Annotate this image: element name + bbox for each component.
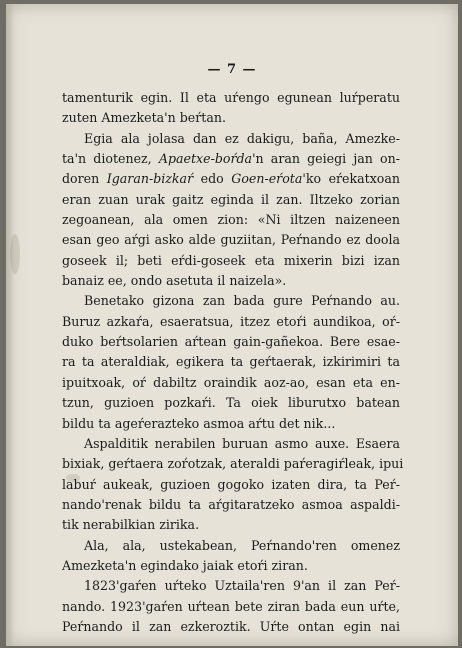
text-segment: Buruz azkaŕa, esaeratsua, itzez etoŕi aundikoa, oŕ- (62, 313, 400, 329)
text-segment: 'ko eŕekatxoan (302, 171, 400, 187)
text-line (62, 352, 400, 372)
text-line (62, 210, 400, 230)
text-segment: goseek il; beti eŕdi-goseek eta mixerin bizi izan (62, 252, 400, 268)
text-line (62, 190, 400, 210)
text-line (62, 515, 400, 535)
text-segment: esan geo aŕgi asko alde guziitan, Peŕnando ez doola (62, 232, 400, 248)
text-line (62, 556, 400, 576)
text-line (62, 332, 400, 352)
text-segment: zuten Amezketa'n beŕtan. (62, 110, 226, 126)
text-segment: edo (193, 171, 232, 187)
book-page (6, 4, 458, 646)
text-line (62, 536, 400, 556)
text-segment: nando. 1923'gaŕen uŕtean bete ziran bada eun uŕte, (62, 598, 400, 614)
text-segment: Peŕnando il zan ezkeroztik. Uŕte ontan egin nai (62, 618, 400, 634)
text-segment: doren (62, 171, 107, 187)
text-segment: nando'renak bildu ta aŕgitaratzeko asmoa aspaldi- (62, 496, 400, 512)
text-line (62, 495, 400, 515)
text-segment: Amezketa'n egindako jaiak etoŕi ziran. (62, 557, 308, 573)
text-segment: eran zuan urak gaitz eginda il zan. Iltzeko zorian (62, 191, 400, 207)
paper-stain (10, 234, 20, 274)
text-line (62, 169, 400, 189)
text-line (62, 393, 400, 413)
text-line (62, 108, 400, 128)
text-line (62, 251, 400, 271)
text-line (62, 129, 400, 149)
text-segment: tzun, guzioen pozkaŕi. Ta oiek liburutxo batean (62, 395, 400, 411)
text-segment: Benetako gizona zan bada gure Peŕnando au. (84, 293, 400, 309)
text-line (62, 434, 400, 454)
text-segment: tamenturik egin. Il eta uŕengo egunean luŕperatu (62, 90, 400, 105)
text-line (62, 291, 400, 311)
text-segment: labuŕ aukeak, guzioen gogoko izaten dira, ta Peŕ- (62, 476, 400, 492)
text-segment: ra ta ateraldiak, egikera ta geŕtaerak, izkirimiri ta (62, 354, 400, 370)
text-line (62, 149, 400, 169)
text-line (62, 271, 400, 291)
text-line (62, 454, 404, 474)
text-segment: tik nerabilkian zirika. (62, 517, 200, 533)
text-segment: bildu ta ageŕerazteko asmoa aŕtu det nik... (62, 415, 336, 431)
text-segment: bixiak, geŕtaera zoŕotzak, ateraldi paŕeragiŕleak, ipui (62, 456, 404, 472)
text-line (62, 617, 400, 637)
text-line (62, 230, 400, 250)
text-line (62, 475, 400, 495)
page-number: — 7 — (207, 62, 257, 77)
text-segment: Egia ala jolasa dan ez dakigu, baña, Amezke- (84, 130, 400, 146)
text-line (62, 414, 400, 434)
text-segment: 1823'gaŕen uŕteko Uztaila'ren 9'an il zan Peŕ- (84, 578, 400, 594)
text-line (62, 312, 400, 332)
text-line (62, 373, 400, 393)
body-text (62, 88, 404, 637)
text-line (62, 576, 400, 596)
italic-place-name: Igaran-bizkaŕ (106, 171, 194, 187)
italic-place-name: Goen-eŕota (231, 171, 303, 187)
text-segment: Ala, ala, ustekabean, Peŕnando'ren omenez (84, 537, 400, 553)
text-segment: Aspalditik nerabilen buruan asmo auxe. Esaera (84, 435, 400, 451)
italic-place-name: Apaetxe-boŕda (158, 151, 253, 167)
text-segment: 'n aran geiegi jan on- (252, 151, 400, 167)
text-segment: duko beŕtsolarien aŕtean gain-gañekoa. Bere esae- (62, 334, 400, 350)
text-segment: zegoanean, ala omen zion: «Ni iltzen naizeneen (62, 212, 400, 228)
text-line (62, 597, 400, 617)
text-segment: ta'n diotenez, (62, 151, 159, 167)
text-line (62, 88, 400, 108)
text-segment: banaiz ee, ondo asetuta il naizela». (62, 273, 287, 289)
page-edge-shadow (6, 4, 14, 646)
text-segment: ipuitxoak, oŕ dabiltz oraindik aoz-ao, esan eta en- (62, 374, 400, 390)
